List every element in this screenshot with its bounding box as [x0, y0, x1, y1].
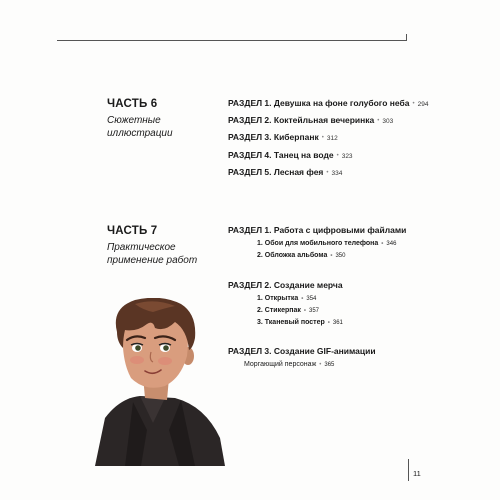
page-ref: 357: [308, 308, 319, 314]
page-ref: 361: [332, 320, 343, 326]
section-label: РАЗДЕЛ 1. Девушка на фоне голубого неба: [228, 98, 410, 108]
toc-entry[interactable]: РАЗДЕЛ 5. Лесная фея • 334: [228, 167, 343, 177]
section-label: РАЗДЕЛ 1. Работа с цифровыми файлами: [228, 225, 407, 235]
page-ref: 354: [306, 296, 317, 302]
section-label: РАЗДЕЛ 4. Танец на воде: [228, 150, 334, 160]
part-7-subtitle-line-1: Практическое: [107, 242, 176, 253]
toc-subentry[interactable]: 1. Обои для мобильного телефона • 346: [257, 240, 397, 247]
section-label: РАЗДЕЛ 3. Создание GIF-анимации: [228, 346, 376, 356]
page-ref: 365: [324, 362, 335, 368]
subentry-label: Моргающий персонаж: [244, 361, 317, 368]
toc-subentry[interactable]: 2. Обложка альбома • 350: [257, 252, 346, 259]
toc-subentry[interactable]: Моргающий персонаж • 365: [244, 361, 335, 368]
toc-entry[interactable]: [228, 346, 376, 356]
subentry-label: 1. Открытка: [257, 295, 299, 302]
page-ref: 323: [341, 153, 353, 160]
toc-subentry[interactable]: 2. Стикерпак • 357: [257, 307, 319, 314]
page-ref: 294: [417, 101, 429, 108]
top-rule: [57, 40, 407, 41]
part-6-title: ЧАСТЬ 6: [107, 98, 158, 110]
toc-subentry[interactable]: 1. Открытка • 354: [257, 295, 317, 302]
toc-entry[interactable]: РАЗДЕЛ 3. Киберпанк • 312: [228, 132, 338, 142]
part-7-title: ЧАСТЬ 7: [107, 225, 158, 237]
toc-subentry[interactable]: 3. Тканевый постер • 361: [257, 319, 343, 326]
subentry-label: 1. Обои для мобильного телефона: [257, 240, 379, 247]
part-6-subtitle: [107, 114, 173, 140]
page-number: 11: [413, 469, 421, 478]
toc-entry[interactable]: [228, 280, 343, 290]
subentry-label: 2. Стикерпак: [257, 307, 301, 314]
toc-entry[interactable]: РАЗДЕЛ 1. Девушка на фоне голубого неба • 294: [228, 98, 429, 108]
part-7-subtitle-line-2: применение работ: [107, 255, 198, 266]
toc-entry[interactable]: [228, 225, 406, 235]
bottom-rule: [408, 459, 409, 481]
page-ref: 312: [326, 135, 338, 142]
section-label: РАЗДЕЛ 2. Создание мерча: [228, 280, 343, 290]
part-6-subtitle-line-1: Сюжетные: [107, 115, 161, 126]
page-ref: 334: [331, 170, 343, 177]
section-label: РАЗДЕЛ 2. Коктейльная вечеринка: [228, 115, 375, 125]
page-ref: 346: [386, 241, 397, 247]
subentry-label: 3. Тканевый постер: [257, 319, 325, 326]
boy-character-illustration: [95, 298, 225, 466]
top-rule-tick: [406, 34, 407, 41]
part-6-subtitle-line-2: иллюстрации: [107, 128, 173, 139]
section-label: РАЗДЕЛ 3. Киберпанк: [228, 132, 319, 142]
section-label: РАЗДЕЛ 5. Лесная фея: [228, 167, 324, 177]
page-ref: 350: [335, 253, 346, 259]
page-ref: 303: [382, 118, 394, 125]
part-7-subtitle: [107, 241, 197, 267]
subentry-label: 2. Обложка альбома: [257, 252, 328, 259]
toc-entry[interactable]: РАЗДЕЛ 2. Коктейльная вечеринка • 303: [228, 115, 394, 125]
toc-entry[interactable]: РАЗДЕЛ 4. Танец на воде • 323: [228, 150, 353, 160]
